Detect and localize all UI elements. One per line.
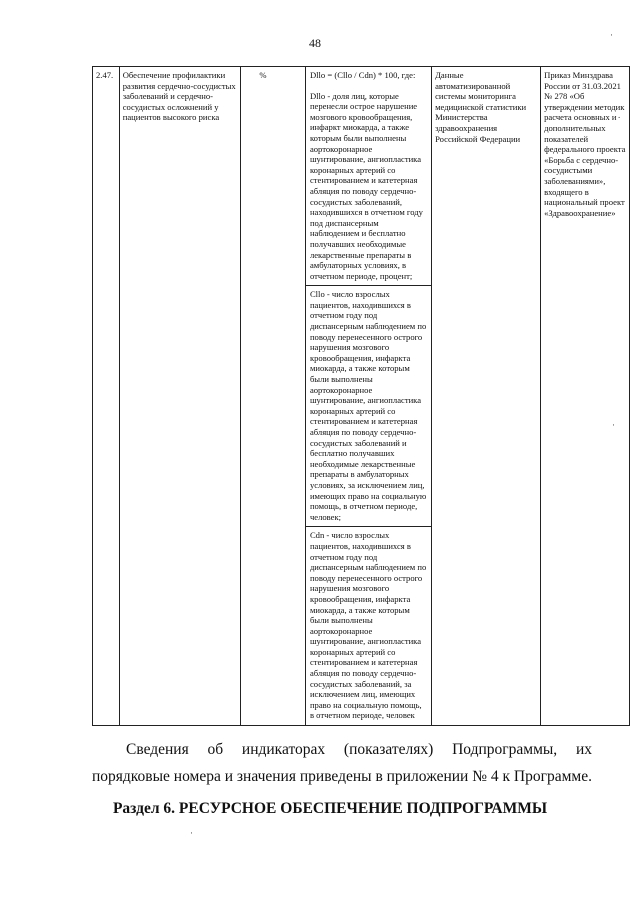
scan-speck: ·	[610, 30, 613, 40]
definition-dllo: Dllo - доля лиц, которые перенесли острое нарушение мозгового кровообращения, инфаркт миокарда, а также которым были выполнены аортокоронарное шунтирование, ангиопластика коронарных артерий со стентированием и катетерная абляция по поводу сердечно-сосудистых заболеваний, находившихся в отчетном году под диспансерным наблюдением и бесплатно получавших необходимые лекарственные препараты в амбулаторных условиях, в отчетном периоде, процент;	[309, 90, 423, 281]
indicator-table	[92, 66, 630, 726]
indicator-name-cell: Обеспечение профилактики развития сердечно-сосудистых заболеваний и сердечно-сосудистых осложнений у пациентов высокого риска	[119, 67, 240, 726]
page-number: 48	[309, 36, 321, 50]
row-number-cell: 2.47.	[93, 67, 120, 726]
indicators-note: Сведения об индикаторах (показателях) Подпрограммы, их порядковые номера и значения приведены в приложении № 4 к Программе.	[92, 741, 592, 785]
scan-speck: ·	[190, 828, 193, 838]
definition-cdn: Cdn - число взрослых пациентов, находившихся в отчетном году под диспансерным наблюдением по поводу перенесенного острого нарушения мозгового кровообращения, инфаркта миокарда, а также которым были выполнены аортокоронарное шунтирование, ангиопластика коронарных артерий со стентированием и катетерная абляция по поводу сердечно-сосудистых заболеваний, за исключением лиц, имеющих право на социальную помощь, в отчетном периоде, человек	[309, 530, 427, 721]
formula-text: Dllo = (Cllo / Cdn) * 100, где:	[309, 70, 416, 80]
definition-cllo: Cllo - число взрослых пациентов, находившихся в отчетном году под диспансерным наблюдением по поводу перенесенного острого нарушения мозгового кровообращения, инфаркта миокарда, а также которым были выполнены аортокоронарное шунтирование, ангиопластика коронарных артерий со стентированием и катетерная абляция по поводу сердечно-сосудистых заболеваний и бесплатно получавших необходимые лекарственные препараты в амбулаторных условиях, за исключением лиц, имеющих право на социальную помощь, в отчетном периоде, человек;	[309, 289, 427, 522]
scan-speck: ·	[612, 420, 615, 430]
basis-cell: Приказ Минздрава России от 31.03.2021 № 278 «Об утверждении методик расчета основных и дополнительных показателей федерального проекта «Борьба с сердечно-сосудистыми заболеваниями», входящего в национальный проект «Здравоохранение»	[541, 67, 630, 726]
data-source-cell: Данные автоматизированной системы мониторинга медицинской статистики Министерства здравоохранения Российской Федерации	[432, 67, 541, 726]
unit-cell: %	[240, 67, 305, 726]
formula-cell	[305, 67, 431, 726]
formula-block-dllo	[306, 67, 431, 286]
section-heading: Раздел 6. РЕСУРСНОЕ ОБЕСПЕЧЕНИЕ ПОДПРОГРАММЫ	[112, 800, 548, 817]
formula-block-cllo	[306, 286, 431, 527]
scan-speck: .	[618, 110, 621, 120]
table-row	[93, 67, 630, 726]
formula-block-cdn	[306, 527, 431, 725]
